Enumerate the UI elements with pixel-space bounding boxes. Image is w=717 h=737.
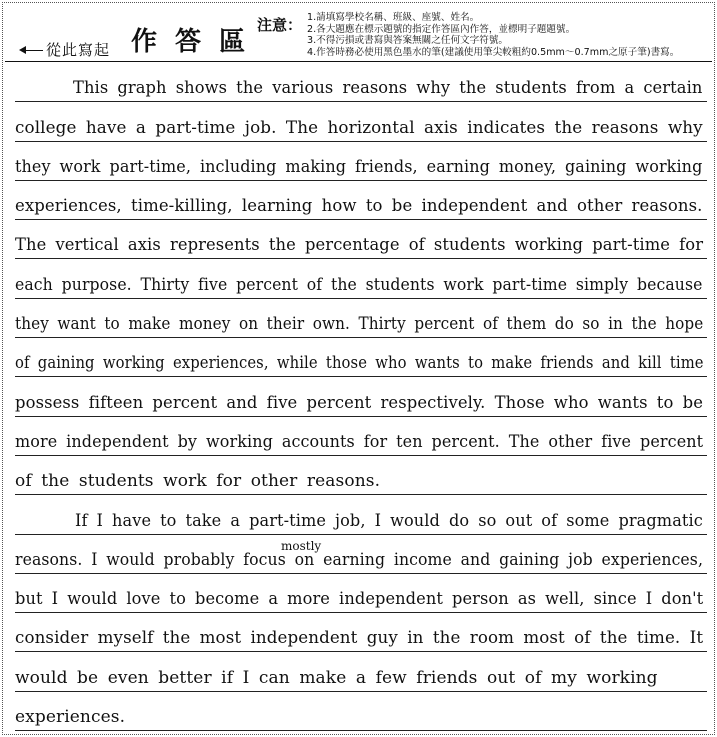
ruled-line — [15, 220, 707, 259]
ruled-line — [15, 260, 707, 299]
handwritten-line: would be even better if I can make a few friends out of my working — [15, 667, 658, 688]
note-item: 2.各大題應在標示題號的指定作答區內作答，並標明子題題號。 — [307, 23, 576, 35]
ruled-line — [15, 535, 707, 574]
header-divider — [5, 61, 712, 62]
ruled-line — [15, 417, 707, 456]
handwritten-line: The vertical axis represents the percentage of students working part-time for — [15, 235, 704, 256]
note-item: 1.請填寫學校名稱、班級、座號、姓名。 — [307, 12, 480, 23]
handwritten-line: consider myself the most independent guy in the room most of the time. It — [15, 628, 704, 649]
handwritten-line: they want to make money on their own. Thirty percent of them do so in the hope — [15, 314, 704, 335]
ruled-line — [15, 102, 707, 141]
handwritten-line: possess fifteen percent and five percent respectively. Those who wants to be — [15, 392, 704, 413]
handwritten-line: but I would love to become a more independent person as well, since I don't — [15, 589, 704, 610]
ruled-line — [15, 142, 707, 181]
notes-label: 注意： — [257, 16, 303, 34]
ruled-line — [15, 299, 707, 338]
ruled-line — [15, 63, 707, 102]
ruled-line — [15, 653, 707, 692]
sheet-header — [17, 9, 707, 61]
start-here-label: 從此寫起 — [46, 41, 111, 59]
handwritten-line: of the students work for other reasons. — [15, 471, 381, 492]
ruled-line — [15, 181, 707, 220]
handwritten-line: reasons. I would probably focus on earning income and gaining job experiences, — [15, 549, 704, 570]
handwritten-line: each purpose. Thirty five percent of the students work part-time simply because — [15, 274, 703, 295]
handwritten-line: If I have to take a part-time job, I would do so out of some pragmatic — [75, 510, 703, 531]
ruled-line — [15, 377, 707, 416]
handwritten-line: This graph shows the various reasons why the students from a certain — [73, 78, 703, 99]
ruled-writing-area — [15, 63, 707, 735]
answer-sheet — [2, 2, 715, 735]
ruled-line — [15, 338, 707, 377]
handwritten-line: more independent by working accounts for ten percent. The other five percent — [15, 431, 704, 452]
start-here-marker — [21, 39, 110, 60]
note-item: 3.不得污損或書寫與答案無關之任何文字符號。 — [307, 35, 509, 47]
ruled-line — [15, 692, 707, 731]
left-arrow-icon — [21, 50, 43, 51]
handwritten-line: college have a part-time job. The horizontal axis indicates the reasons why — [15, 117, 703, 138]
answer-area-title: 作答區 — [131, 27, 264, 57]
handwritten-line: experiences, time-killing, learning how to be independent and other reasons. — [15, 196, 703, 217]
handwritten-line: experiences. — [15, 707, 126, 728]
note-item: 4.作答時務必使用黑色墨水的筆(建議使用筆尖較粗約0.5mm～0.7mm之原子筆)書寫。 — [307, 46, 680, 58]
handwritten-line: they work part-time, including making friends, earning money, gaining working — [15, 156, 703, 177]
ruled-line — [15, 613, 707, 652]
notes-list — [307, 12, 679, 58]
handwritten-line: of gaining working experiences, while those who wants to make friends and kill time — [15, 353, 704, 374]
ruled-line — [15, 495, 707, 534]
inserted-word: mostly — [281, 539, 322, 553]
ruled-line — [15, 456, 707, 495]
ruled-line — [15, 574, 707, 613]
